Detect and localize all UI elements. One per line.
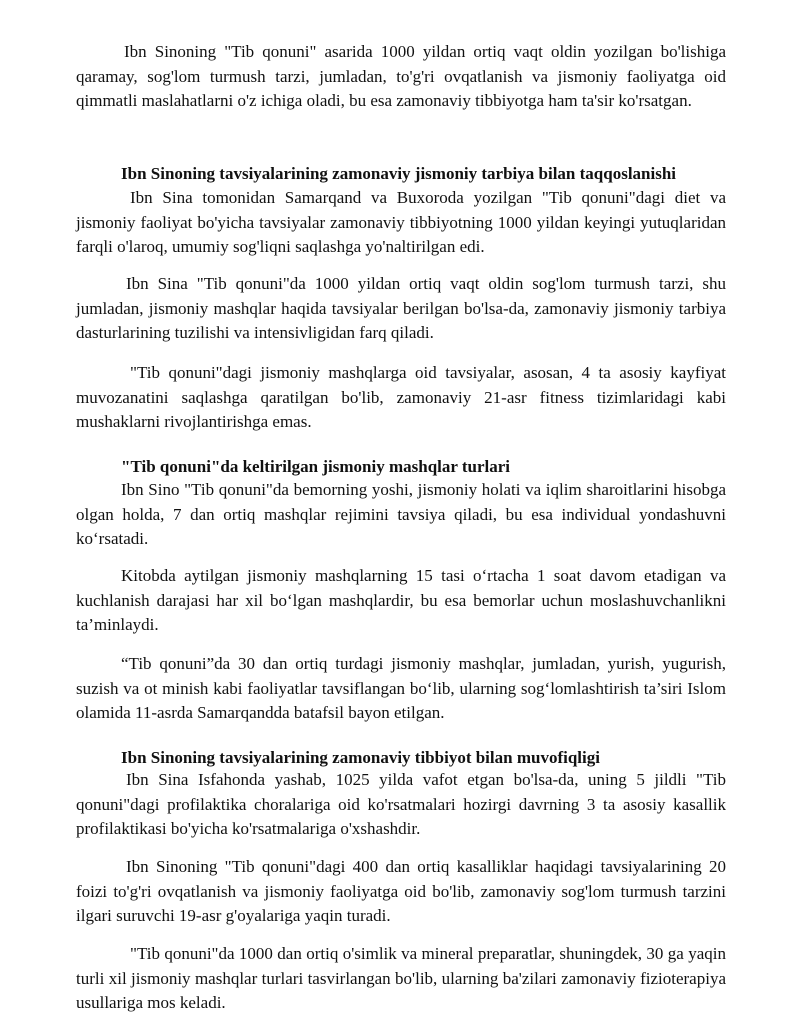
paragraph-modern-1: Ibn Sina Isfahonda yashab, 1025 yilda vafot etgan bo'lsa-da, uning 5 jildli "Tib qonuni"dagi profilaktika choralariga oid ko'rsatmalari hozirgi davrning 3 ta asosiy kasallik profilaktikasi bo'yicha ko'rsatmalariga o'xshashdir. bbox=[76, 770, 726, 838]
paragraph-exercise-2: Kitobda aytilgan jismoniy mashqlarning 15 tasi o‘rtacha 1 soat davom etadigan va kuchlanish darajasi har xil bo‘lgan mashqlardir, bu esa bemorlar uchun moslashuvchanlikni ta’minlaydi. bbox=[76, 566, 726, 634]
paragraph-exercise-1: Ibn Sino "Tib qonuni"da bemorning yoshi, jismoniy holati va iqlim sharoitlarini hisobga olgan holda, 7 dan ortiq mashqlar rejimini tavsiya qiladi, bu esa individual yondashuvni ko‘rsatadi. bbox=[76, 480, 726, 548]
paragraph-modern-3: "Tib qonuni"da 1000 dan ortiq o'simlik va mineral preparatlar, shuningdek, 30 ga yaqin turli xil jismoniy mashqlar turlari tasvirlangan bo'lib, ularning ba'zilari zamonaviy fizioterapiya usullariga mos keladi. bbox=[76, 944, 726, 1012]
paragraph-comparison-2: Ibn Sina "Tib qonuni"da 1000 yildan ortiq vaqt oldin sog'lom turmush tarzi, shu jumladan, jismoniy mashqlar haqida tavsiyalar berilgan bo'lsa-da, zamonaviy jismoniy tarbiya dasturlarining tuzilishi va intensivligidan farq qiladi. bbox=[76, 274, 726, 342]
section-heading-exercise-types: "Tib qonuni"da keltirilgan jismoniy mashqlar turlari bbox=[121, 457, 511, 476]
section-heading-comparison: Ibn Sinoning tavsiyalarining zamonaviy jismoniy tarbiya bilan taqqoslanishi bbox=[121, 164, 677, 183]
paragraph-comparison-1: Ibn Sina tomonidan Samarqand va Buxoroda yozilgan "Tib qonuni"dagi diet va jismoniy faoliyat bo'yicha tavsiyalar zamonaviy tibbiyotning 1000 yildan keyingi yutuqlaridan farqli o'laroq, umumiy sog'liqni saqlashga yo'naltirilgan edi. bbox=[76, 188, 726, 256]
paragraph-exercise-3: “Tib qonuni”da 30 dan ortiq turdagi jismoniy mashqlar, jumladan, yurish, yugurish, suzish va ot minish kabi faoliyatlar tavsiflangan bo‘lib, ularning sog‘lomlashtirish ta’siri Islom olamida 11-asrda Samarqandda batafsil bayon etilgan. bbox=[76, 654, 726, 722]
paragraph-comparison-3: "Tib qonuni"dagi jismoniy mashqlarga oid tavsiyalar, asosan, 4 ta asosiy kayfiyat muvozanatini saqlashga qaratilgan bo'lib, zamonaviy 21-asr fitness tizimlaridagi kabi mushaklarni rivojlantirishga emas. bbox=[76, 363, 726, 431]
paragraph-intro: Ibn Sinoning "Tib qonuni" asarida 1000 yildan ortiq vaqt oldin yozilgan bo'lishiga qaramay, sog'lom turmush tarzi, jumladan, to'g'ri ovqatlanish va jismoniy faoliyatga oid qimmatli maslahatlarni o'z ichiga oladi, bu esa zamonaviy tibbiyotga ham ta'sir ko'rsatgan. bbox=[76, 42, 726, 110]
section-heading-modern-medicine: Ibn Sinoning tavsiyalarining zamonaviy tibbiyot bilan muvofiqligi bbox=[121, 748, 600, 767]
paragraph-modern-2: Ibn Sinoning "Tib qonuni"dagi 400 dan ortiq kasalliklar haqidagi tavsiyalarining 20 foizi to'g'ri ovqatlanish va jismoniy faoliyatga oid bo'lib, zamonaviy sog'lom turmush tarzini ilgari suruvchi 19-asr g'oyalariga yaqin turadi. bbox=[76, 857, 726, 925]
